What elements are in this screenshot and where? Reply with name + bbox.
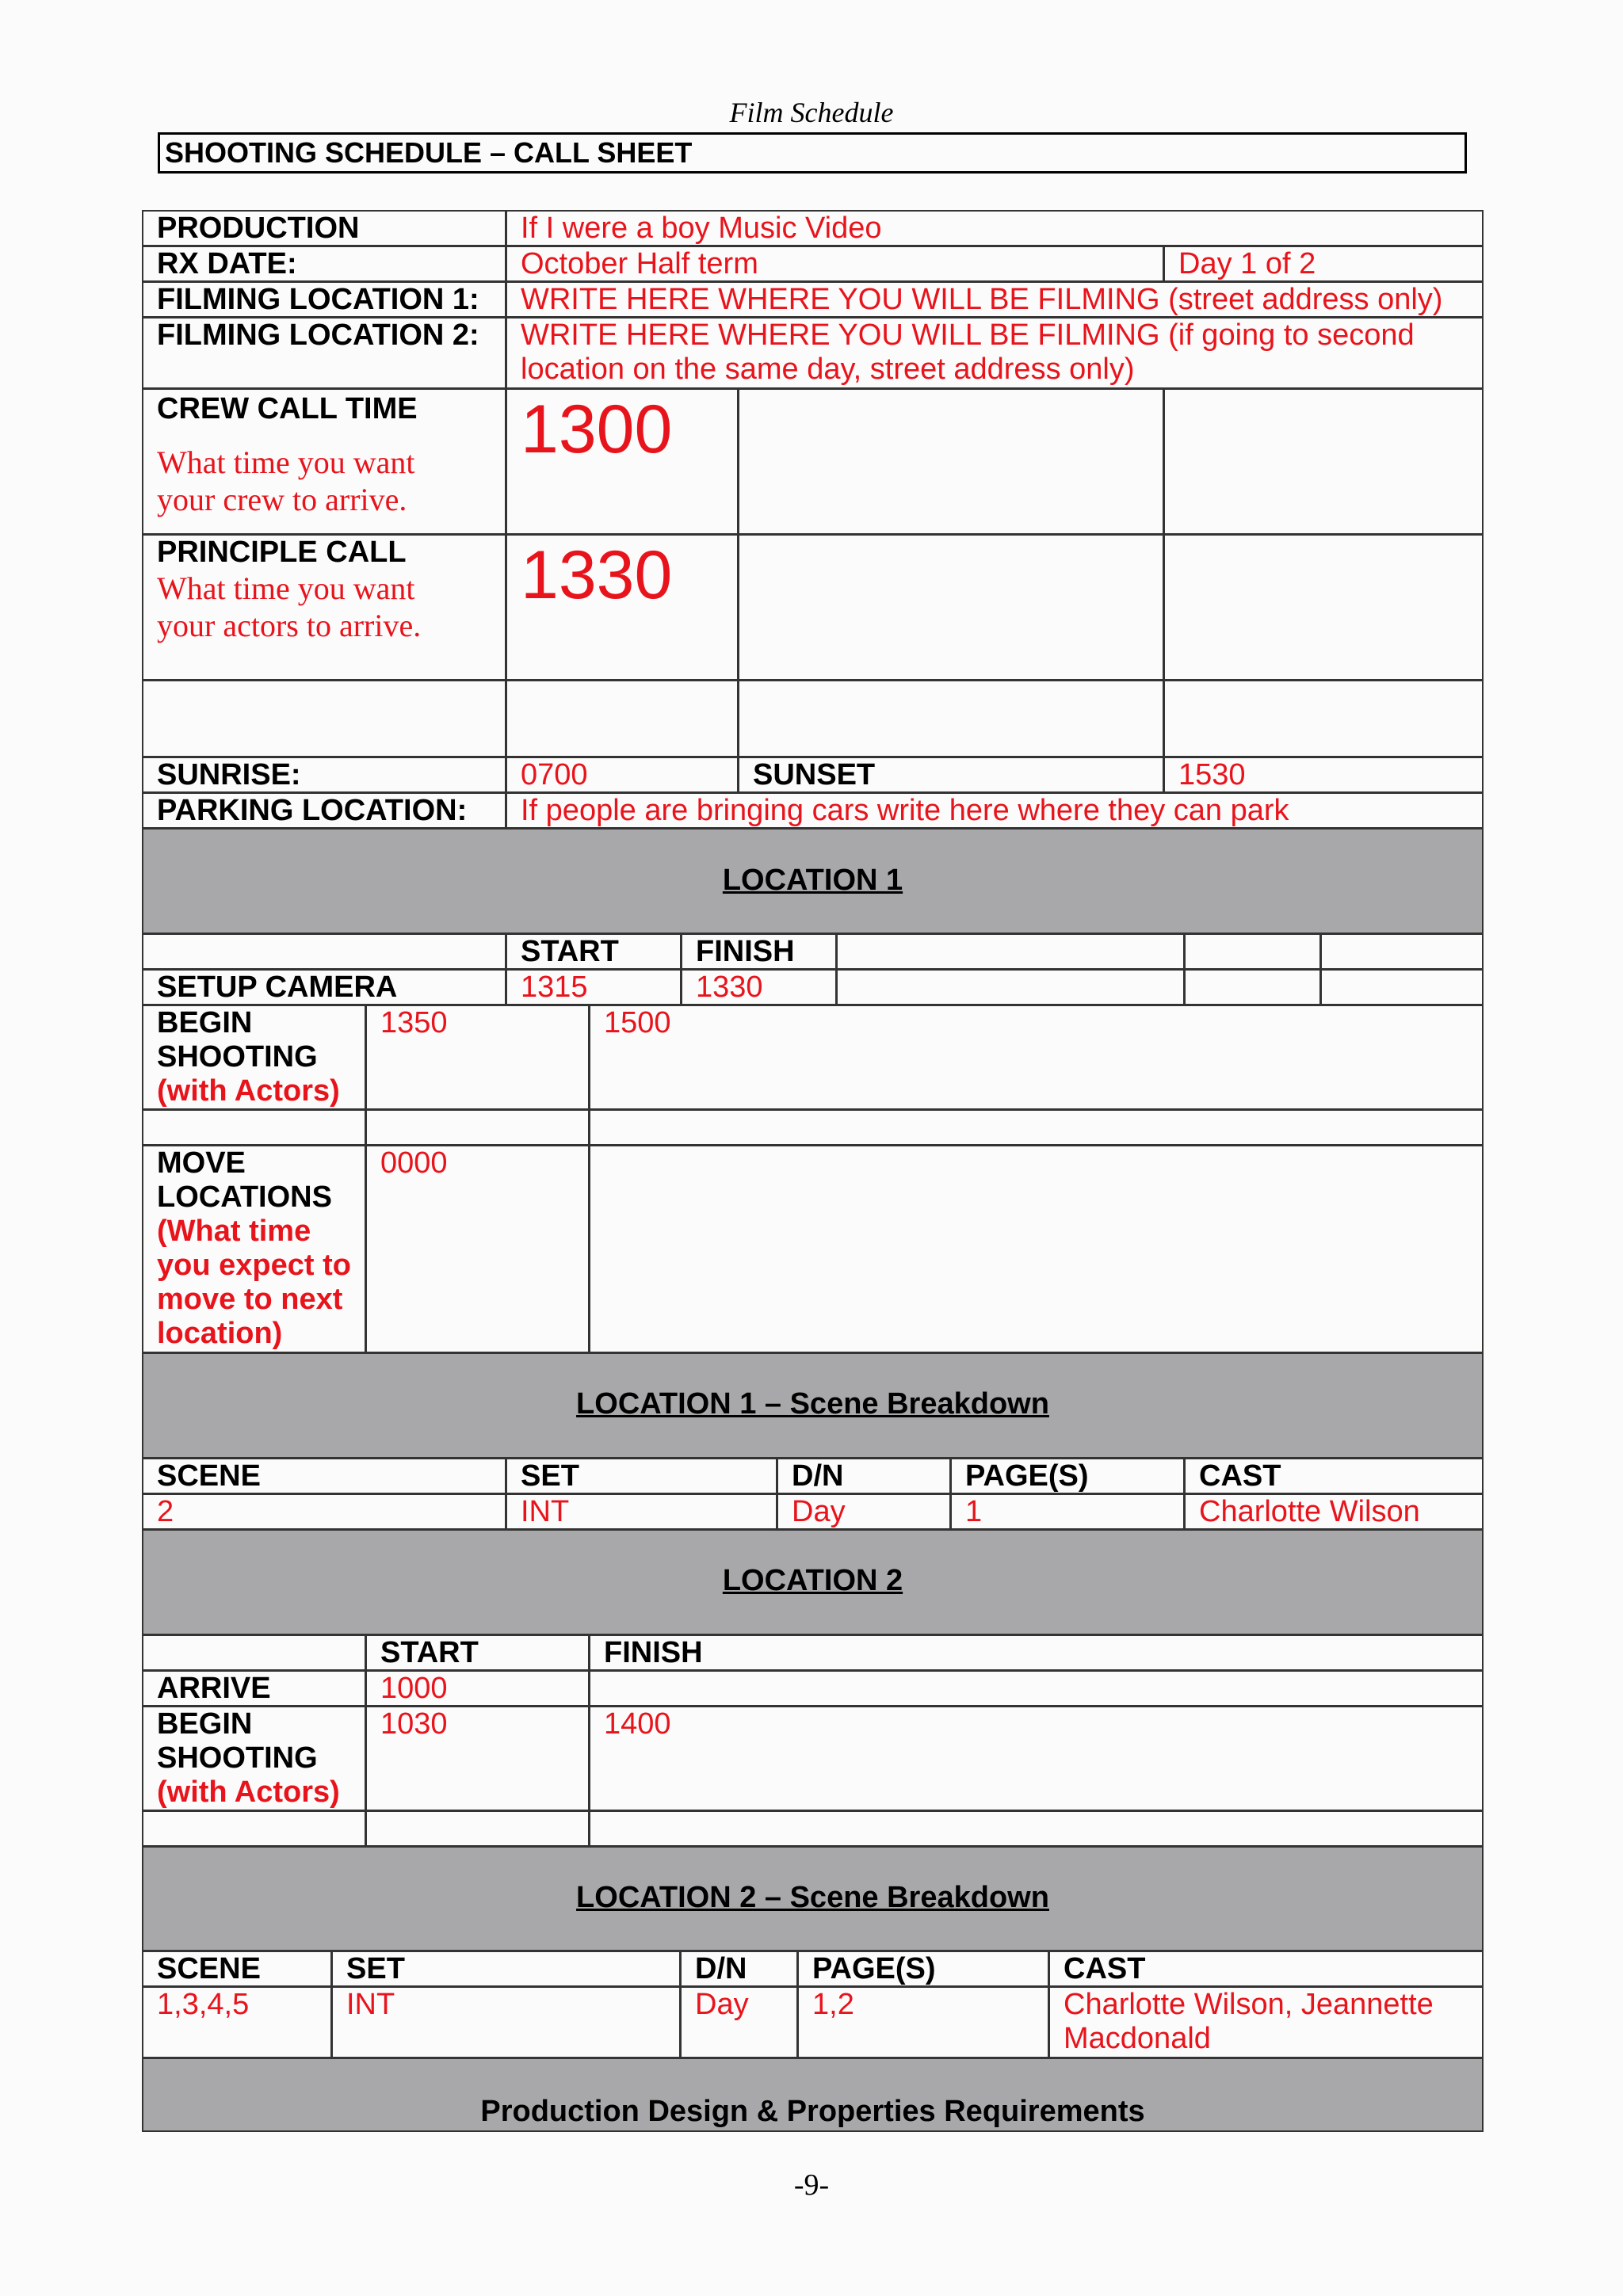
empty-cell [589,1810,1484,1847]
loc1-pages-header: PAGE(S) [950,1458,1185,1494]
empty-cell [142,680,506,757]
empty-cell [365,1109,590,1146]
move-note-line-3: move to next [157,1283,343,1316]
location-2-start-header: START [365,1634,590,1671]
arrive-label: ARRIVE [142,1670,366,1707]
parking-label: PARKING LOCATION: [142,792,506,829]
loc1-cast-header: CAST [1184,1458,1484,1494]
loc2-cast-value [1048,1986,1484,2058]
move-label-line-1: MOVE [157,1146,246,1180]
setup-camera-label: SETUP CAMERA [142,969,506,1005]
move-note-line-1: (What time [157,1215,311,1248]
location-1-heading [142,828,1484,934]
empty-cell [365,1810,590,1847]
setup-camera-finish: 1330 [681,969,837,1005]
location-2-breakdown-heading [142,1846,1484,1951]
location-1-heading-text: LOCATION 1 [722,864,903,897]
crew-call-value: 1300 [506,388,739,535]
sunrise-label: SUNRISE: [142,757,506,793]
loc2-cast-line-1: Charlotte Wilson, Jeannette [1064,1988,1434,2021]
location-2-heading-text: LOCATION 2 [722,1564,903,1597]
production-value: If I were a boy Music Video [506,210,1484,246]
move-locations-label [142,1145,366,1353]
empty-cell [836,969,1185,1005]
empty-cell [589,1145,1484,1353]
principle-call-blank-2 [1163,534,1484,681]
crew-call-blank-1 [738,388,1164,535]
loc2-pages-header: PAGE(S) [797,1951,1049,1987]
filming-location-2-value [506,317,1484,389]
loc1-cast-value: Charlotte Wilson [1184,1493,1484,1530]
loc1-set-value: INT [506,1493,777,1530]
empty-cell [738,680,1164,757]
begin-label-line-2: SHOOTING [157,1040,318,1074]
principle-call-label: PRINCIPLE CALL [157,536,407,569]
production-design-heading: Production Design & Properties Requirements [142,2058,1484,2132]
move-note-line-2: you expect to [157,1249,351,1282]
loc1-scene-value: 2 [142,1493,506,1530]
location-1-finish-header: FINISH [681,933,837,970]
loc2-set-value: INT [331,1986,681,2058]
location-2-heading [142,1529,1484,1635]
loc1-pages-value: 1 [950,1493,1185,1530]
parking-value: If people are bringing cars write here where they can park [506,792,1484,829]
crew-call-label: CREW CALL TIME [157,392,418,425]
empty-cell [1163,680,1484,757]
location-1-start-header: START [506,933,682,970]
principle-call-label-cell [142,534,506,681]
empty-cell [1184,969,1321,1005]
empty-cell [589,1670,1484,1707]
empty-cell [1320,933,1484,970]
setup-camera-start: 1315 [506,969,682,1005]
crew-call-label-cell [142,388,506,535]
filming-location-1-label: FILMING LOCATION 1: [142,281,506,318]
empty-cell [1184,933,1321,970]
begin-label-line-2: SHOOTING [157,1741,318,1775]
move-locations-value: 0000 [365,1145,590,1353]
loc2-cast-line-2: Macdonald [1064,2022,1211,2055]
principle-call-note-1: What time you want [157,570,415,606]
principle-call-blank-1 [738,534,1164,681]
location-1-begin-finish: 1500 [589,1005,1484,1110]
rx-date-label: RX DATE: [142,246,506,282]
empty-cell [142,933,506,970]
arrive-start: 1000 [365,1670,590,1707]
sunset-label: SUNSET [738,757,1164,793]
empty-cell [142,1109,366,1146]
location-2-begin-shooting-label [142,1706,366,1811]
loc1-scene-header: SCENE [142,1458,506,1494]
crew-call-blank-2 [1163,388,1484,535]
move-note-line-4: location) [157,1317,283,1350]
empty-cell [589,1109,1484,1146]
filming-location-2-line-2: location on the same day, street address only) [521,353,1135,386]
location-2-breakdown-heading-text: LOCATION 2 – Scene Breakdown [576,1881,1049,1914]
location-2-begin-start: 1030 [365,1706,590,1811]
move-label-line-2: LOCATIONS [157,1180,332,1214]
production-label: PRODUCTION [142,210,506,246]
location-2-begin-finish: 1400 [589,1706,1484,1811]
page-title: SHOOTING SCHEDULE – CALL SHEET [158,132,1467,174]
page-number: -9- [793,2168,830,2202]
location-2-finish-header: FINISH [589,1634,1484,1671]
empty-cell [142,1810,366,1847]
crew-call-note-2: your crew to arrive. [157,482,407,517]
principle-call-value: 1330 [506,534,739,681]
location-1-breakdown-heading-text: LOCATION 1 – Scene Breakdown [576,1387,1049,1421]
loc2-scene-value: 1,3,4,5 [142,1986,332,2058]
empty-cell [836,933,1185,970]
rx-date-value: October Half term [506,246,1164,282]
location-1-begin-shooting-label [142,1005,366,1110]
begin-label-line-1: BEGIN [157,1006,253,1039]
location-1-begin-start: 1350 [365,1005,590,1110]
filming-location-1-value: WRITE HERE WHERE YOU WILL BE FILMING (street address only) [506,281,1484,318]
begin-label-line-1: BEGIN [157,1707,253,1741]
empty-cell [506,680,739,757]
filming-location-2-label: FILMING LOCATION 2: [142,317,506,389]
loc2-set-header: SET [331,1951,681,1987]
empty-cell [1320,969,1484,1005]
rx-day-value: Day 1 of 2 [1163,246,1484,282]
begin-label-line-3: (with Actors) [157,1074,340,1108]
location-1-breakdown-heading [142,1352,1484,1459]
loc1-set-header: SET [506,1458,777,1494]
loc1-dn-value: Day [777,1493,951,1530]
loc2-dn-header: D/N [680,1951,798,1987]
sunset-value: 1530 [1163,757,1484,793]
crew-call-note-1: What time you want [157,444,415,480]
begin-label-line-3: (with Actors) [157,1775,340,1809]
loc2-dn-value: Day [680,1986,798,2058]
empty-cell [142,1634,366,1671]
loc2-cast-header: CAST [1048,1951,1484,1987]
filming-location-2-line-1: WRITE HERE WHERE YOU WILL BE FILMING (if going to second [521,318,1415,352]
principle-call-note-2: your actors to arrive. [157,608,422,643]
loc1-dn-header: D/N [777,1458,951,1494]
loc2-pages-value: 1,2 [797,1986,1049,2058]
page-header: Film Schedule [729,97,894,128]
call-sheet-table [143,211,1484,2133]
loc2-scene-header: SCENE [142,1951,332,1987]
sunrise-value: 0700 [506,757,739,793]
